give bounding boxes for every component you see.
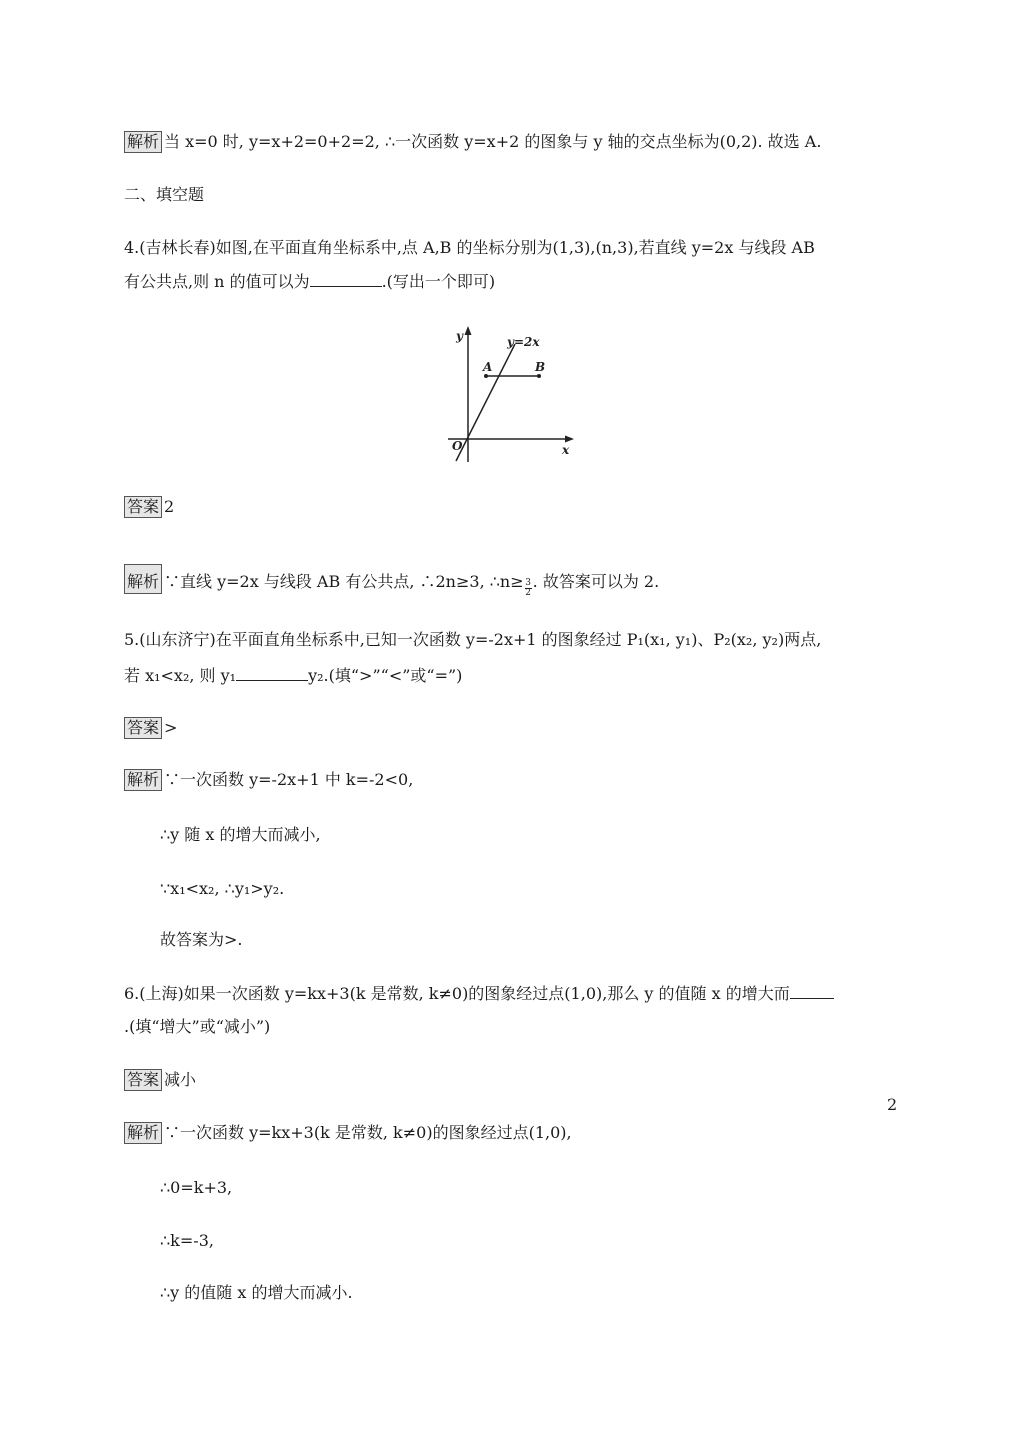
- q5-question-suffix: y₂.(填“>”“<”或“=”): [308, 666, 463, 685]
- q4-question-text: 有公共点,则 n 的值可以为: [124, 272, 310, 291]
- solution-tag: 解析: [124, 131, 162, 153]
- q4-answer-blank: [310, 272, 382, 287]
- q5-question-line2: [124, 665, 462, 687]
- q5-question-line1: 5.(山东济宁)在平面直角坐标系中,已知一次函数 y=-2x+1 的图象经过 P₁(x₁, y₁)、P₂(x₂, y₂)两点,: [124, 630, 822, 649]
- q4-question-line1: 4.(吉林长春)如图,在平面直角坐标系中,点 A,B 的坐标分别为(1,3),(n,3),若直线 y=2x 与线段 AB: [124, 238, 815, 257]
- q6-solution-line4: ∴y 的值随 x 的增大而减小.: [160, 1283, 353, 1302]
- solution-tag: 解析: [124, 564, 162, 594]
- q6-question-text: 6.(上海)如果一次函数 y=kx+3(k 是常数, k≠0)的图象经过点(1,0),那么 y 的值随 x 的增大而: [124, 984, 790, 1003]
- point-a: [484, 374, 488, 378]
- q5-question-text: 若 x₁<x₂, 则 y₁: [124, 666, 237, 685]
- answer-tag: 答案: [124, 1069, 162, 1091]
- point-b: [537, 374, 541, 378]
- origin-label: O: [452, 439, 463, 453]
- q5-answer-blank: [236, 666, 308, 681]
- q4-solution-line: [124, 564, 659, 598]
- fraction-three-halves: [525, 579, 532, 598]
- point-b-label: B: [535, 360, 546, 374]
- q5-solution-line4: 故答案为>.: [160, 930, 243, 949]
- q3-solution-line: [124, 131, 821, 153]
- q5-solution-step: ∵一次函数 y=-2x+1 中 k=-2<0,: [164, 770, 414, 789]
- q6-solution-step: ∵一次函数 y=kx+3(k 是常数, k≠0)的图象经过点(1,0),: [164, 1123, 572, 1142]
- y-axis-arrow: [465, 326, 472, 335]
- point-a-label: A: [483, 360, 493, 374]
- line-label: y=2x: [507, 335, 540, 349]
- fraction-numerator: 3: [525, 578, 531, 588]
- page-number: 2: [887, 1095, 898, 1114]
- answer-tag: 答案: [124, 496, 162, 518]
- q5-answer-line: [124, 717, 177, 739]
- q4-answer-line: [124, 496, 174, 518]
- y-axis-label: y: [456, 329, 463, 343]
- q5-solution-line2: ∴y 随 x 的增大而减小,: [160, 825, 321, 844]
- solution-tag: 解析: [124, 1122, 162, 1144]
- q3-solution-text: 当 x=0 时, y=x+2=0+2=2, ∴一次函数 y=x+2 的图象与 y 轴的交点坐标为(0,2). 故选 A.: [164, 132, 822, 151]
- q6-question-line2: .(填“增大”或“减小”): [124, 1017, 271, 1036]
- q6-answer: 减小: [164, 1070, 197, 1089]
- x-axis-label: x: [562, 443, 570, 457]
- x-axis-arrow: [565, 436, 574, 443]
- q5-answer: >: [164, 718, 178, 737]
- q4-coordinate-figure: [440, 322, 590, 472]
- answer-tag: 答案: [124, 717, 162, 739]
- q6-answer-blank: [790, 984, 834, 999]
- q6-solution-line3: ∴k=-3,: [160, 1231, 214, 1250]
- q6-answer-line: [124, 1069, 196, 1091]
- q4-question-line2: [124, 271, 495, 293]
- q4-solution-suffix: . 故答案可以为 2.: [532, 572, 660, 591]
- q6-solution-line1: [124, 1122, 572, 1144]
- fraction-denominator: 2: [525, 588, 531, 598]
- q4-question-suffix: .(写出一个即可): [381, 272, 496, 291]
- q6-question-line1: [124, 983, 834, 1005]
- q6-solution-line2: ∴0=k+3,: [160, 1178, 233, 1197]
- q4-solution-text: ∵直线 y=2x 与线段 AB 有公共点, ∴2n≥3, ∴n≥: [164, 572, 524, 591]
- section-heading: 二、填空题: [124, 185, 205, 204]
- q5-solution-line3: ∵x₁<x₂, ∴y₁>y₂.: [160, 879, 285, 898]
- solution-tag: 解析: [124, 769, 162, 791]
- q4-answer: 2: [164, 497, 175, 516]
- q5-solution-line1: [124, 769, 413, 791]
